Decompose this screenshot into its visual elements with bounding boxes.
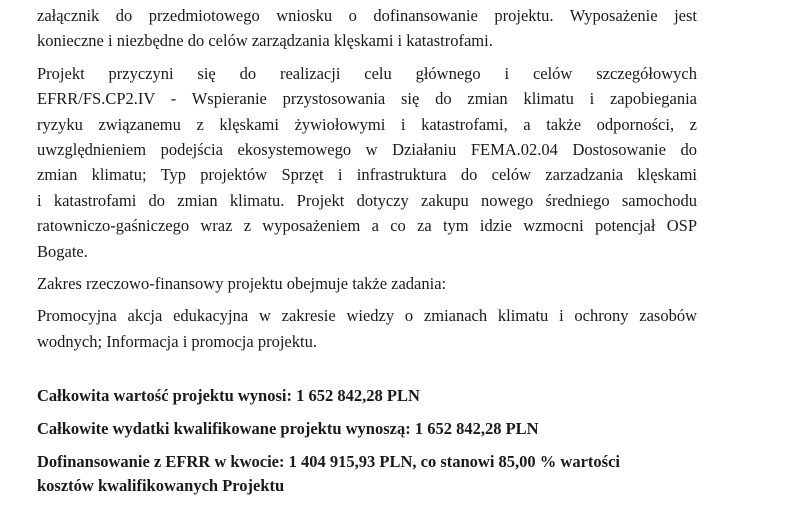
financial-paragraph	[37, 384, 697, 408]
text-line: Projekt przyczyni się do realizacji celu głównego i celów szczegółowych	[37, 63, 697, 83]
text-line: Całkowita wartość projektu wynosi: 1 652 842,28 PLN	[37, 386, 420, 406]
document-body-section	[37, 3, 697, 354]
text-line: załącznik do przedmiotowego wniosku o dofinansowanie projektu. Wyposażenie jest	[37, 6, 697, 25]
text-line: Bogate.	[37, 241, 88, 261]
financial-summary-section	[37, 384, 697, 498]
text-line: EFRR/FS.CP2.IV - Wspieranie przystosowania się do zmian klimatu i zapobiegania	[37, 89, 697, 109]
text-line: Całkowite wydatki kwalifikowane projektu wynoszą: 1 652 842,28 PLN	[37, 419, 539, 439]
text-line: Promocyjna akcja edukacyjna w zakresie wiedzy o zmianach klimatu i ochrony zasobów	[37, 306, 697, 326]
financial-paragraph	[37, 417, 697, 441]
body-paragraph	[37, 271, 697, 296]
text-line: ratowniczo-gaśniczego wraz z wyposażeniem a co za tym idzie wzmocni potencjał OSP	[37, 216, 697, 236]
text-line: kosztów kwalifikowanych Projektu	[37, 476, 285, 496]
text-line: i katastrofami do zmian klimatu. Projekt dotyczy zakupu nowego średniego samochodu	[37, 190, 697, 210]
text-line: Zakres rzeczowo-finansowy projektu obejmuje także zadania:	[37, 274, 447, 294]
text-line: Dofinansowanie z EFRR w kwocie: 1 404 915,93 PLN, co stanowi 85,00 % wartości	[37, 452, 620, 472]
body-paragraph	[37, 61, 697, 264]
text-line: uwzględnieniem podejścia ekosystemowego w Działaniu FEMA.02.04 Dostosowanie do	[37, 140, 697, 160]
text-line: ryzyku związanemu z klęskami żywiołowymi i katastrofami, a także odporności, z	[37, 114, 697, 134]
body-paragraph	[37, 3, 697, 54]
text-line: wodnych; Informacja i promocja projektu.	[37, 331, 317, 351]
financial-paragraph	[37, 450, 697, 498]
text-line: konieczne i niezbędne do celów zarządzania klęskami i katastrofami.	[37, 31, 493, 51]
body-paragraph	[37, 303, 697, 354]
text-line: zmian klimatu; Typ projektów Sprzęt i infrastruktura do celów zarzadzania klęskami	[37, 165, 697, 185]
